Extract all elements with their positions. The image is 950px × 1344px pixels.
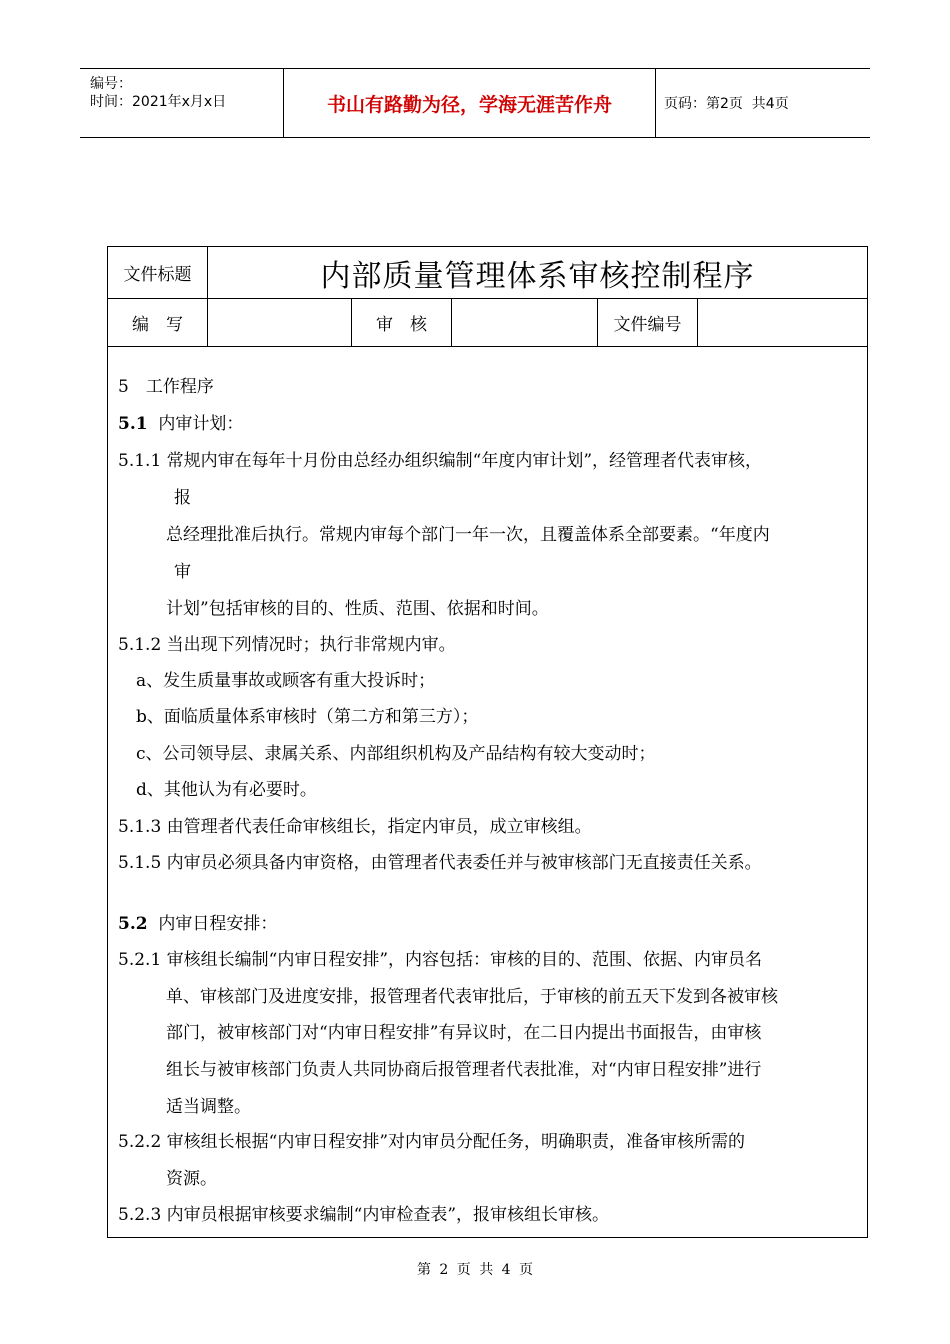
subsection-number: 5.2 (118, 914, 148, 934)
document-title: 内部质量管理体系审核控制程序 (320, 258, 755, 294)
paragraph-line: 5.1.5 内审员必须具备内审资格，由管理者代表委任并与被审核部门无直接责任关系。 (118, 853, 762, 873)
paragraph-line: 审 (174, 562, 191, 582)
paragraph-line: 5.1.2 当出现下列情况时；执行非常规内审。 (118, 635, 456, 655)
paragraph-line: 5.2.1 审核组长编制“内审日程安排”，内容包括：审核的目的、范围、依据、内审员名 (118, 950, 763, 970)
paragraph-line: 总经理批准后执行。常规内审每个部门一年一次，且覆盖体系全部要素。“年度内 (166, 525, 770, 545)
paragraph-line: 5.2.2 审核组长根据“内审日程安排”对内审员分配任务，明确职责，准备审核所需的 (118, 1132, 746, 1152)
paragraph-line: 组长与被审核部门负责人共同协商后报管理者代表批准，对“内审日程安排”进行 (166, 1060, 762, 1080)
paragraph-line: 5.1.1 常规内审在每年十月份由总经办组织编制“年度内审计划”，经管理者代表审核， (118, 451, 763, 471)
author-value (208, 299, 352, 346)
list-item: a、发生质量事故或顾客有重大投诉时； (136, 671, 436, 691)
header-meta (80, 69, 284, 137)
paragraph-line: 适当调整。 (166, 1097, 251, 1117)
page-header (80, 68, 870, 138)
file-number-label: 文件编号 (598, 299, 698, 346)
title-row (108, 247, 867, 299)
section-heading: 5 工作程序 (118, 377, 214, 397)
review-value (452, 299, 598, 346)
subsection-title: 内审日程安排： (158, 914, 278, 934)
subsection-title: 内审计划： (158, 414, 244, 434)
author-label: 编 写 (108, 299, 208, 346)
paragraph-line: 5.1.3 由管理者代表任命审核组长，指定内审员，成立审核组。 (118, 817, 592, 837)
paragraph-line: 资源。 (166, 1169, 217, 1189)
paragraph-line: 计划”包括审核的目的、性质、范围、依据和时间。 (166, 599, 549, 619)
subsection-heading (118, 912, 277, 936)
list-item: b、面临质量体系审核时（第二方和第三方）； (136, 707, 479, 727)
meta-row (108, 299, 867, 347)
paragraph-line: 单、审核部门及进度安排，报管理者代表审批后，于审核的前五天下发到各被审核 (166, 987, 778, 1007)
title-label: 文件标题 (108, 247, 208, 298)
header-page-info (656, 69, 870, 137)
paragraph-line: 部门，被审核部门对“内审日程安排”有异议时，在二日内提出书面报告，由审核 (166, 1023, 762, 1043)
document-body (108, 347, 867, 1237)
list-item: d、其他认为有必要时。 (136, 780, 317, 800)
page-info-text: 页码：第2页 共4页 (664, 96, 789, 112)
doc-number-label: 编号： (90, 76, 132, 92)
file-number-value (698, 299, 867, 346)
document-table (107, 246, 868, 1238)
header-motto: 书山有路勤为径，学海无涯苦作舟 (284, 69, 656, 137)
paragraph-line: 5.2.3 内审员根据审核要求编制“内审检查表”，报审核组长审核。 (118, 1205, 610, 1225)
list-item: c、公司领导层、隶属关系、内部组织机构及产品结构有较大变动时； (136, 744, 656, 764)
subsection-heading (118, 412, 243, 436)
page-footer: 第 2 页 共 4 页 (416, 1262, 534, 1278)
subsection-number: 5.1 (118, 414, 148, 434)
review-label: 审 核 (352, 299, 452, 346)
paragraph-line: 报 (174, 488, 191, 508)
date-line: 时间：2021年x月x日 (90, 94, 227, 110)
